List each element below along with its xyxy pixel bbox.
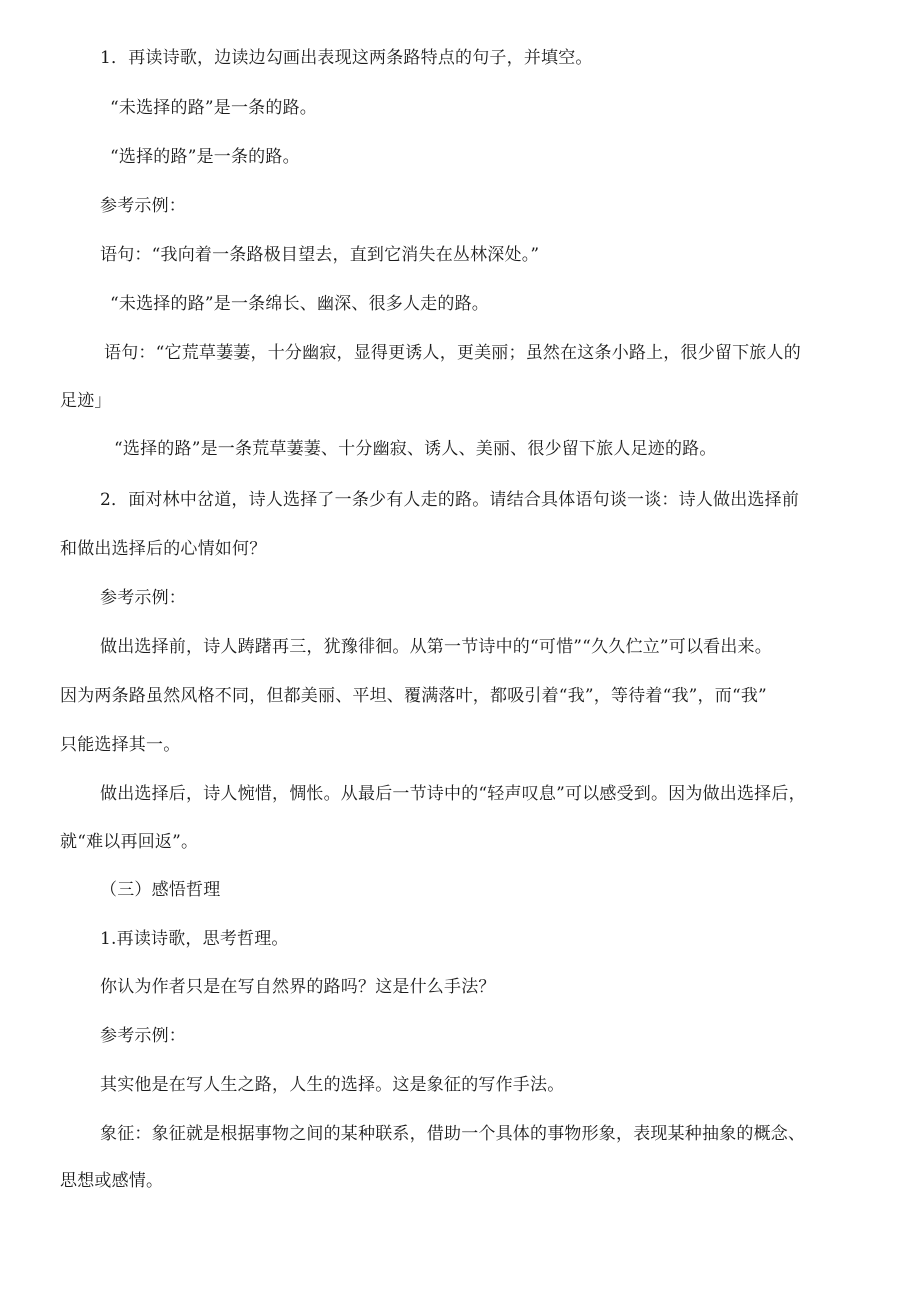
question-1-reference-label: 参考示例： [100,196,186,216]
question-2-before-line-2: 因为两条路虽然风格不同，但都美丽、平坦、覆满落叶，都吸引着“我”，等待着“我”，而“我” [60,686,767,706]
question-1-sentence-1: 语句：“我向着一条路极目望去，直到它消失在丛林深处。” [100,245,540,265]
question-2-reference-label: 参考示例： [100,588,186,608]
question-2-prompt-line-1: 2．面对林中岔道，诗人选择了一条少有人走的路。请结合具体语句谈一谈：诗人做出选择前 [100,490,800,510]
question-1-blank-unchosen-road: “未选择的路”是一条的路。 [110,98,317,118]
question-2-after-line-2: 就“难以再回返”。 [60,832,199,852]
section-3-item-1: 1.再读诗歌，思考哲理。 [100,929,289,949]
question-1-sentence-2-line-2: 足迹」 [60,391,112,411]
question-2-before-line-1: 做出选择前，诗人踌躇再三，犹豫徘徊。从第一节诗中的“可惜”“久久伫立”可以看出来。 [100,637,772,657]
section-3-question: 你认为作者只是在写自然界的路吗？这是什么手法？ [100,977,496,997]
section-3-heading: （三）感悟哲理 [100,880,221,900]
question-1-blank-chosen-road: “选择的路”是一条的路。 [110,147,300,167]
question-1-answer-1: “未选择的路”是一条绵长、幽深、很多人走的路。 [110,294,489,314]
question-2-prompt-line-2: 和做出选择后的心情如何？ [60,539,267,559]
section-3-definition-line-2: 思想或感情。 [60,1171,164,1191]
section-3-definition-line-1: 象征：象征就是根据事物之间的某种联系，借助一个具体的事物形象，表现某种抽象的概念、 [100,1124,806,1144]
question-1-answer-2: “选择的路”是一条荒草萋萋、十分幽寂、诱人、美丽、很少留下旅人足迹的路。 [114,439,717,459]
question-2-after-line-1: 做出选择后，诗人惋惜，惆怅。从最后一节诗中的“轻声叹息”可以感受到。因为做出选择后， [100,784,806,804]
question-1-sentence-2-line-1: 语句：“它荒草萋萋，十分幽寂，显得更诱人，更美丽；虽然在这条小路上，很少留下旅人的 [104,343,801,363]
section-3-answer: 其实他是在写人生之路，人生的选择。这是象征的写作手法。 [100,1075,565,1095]
question-2-before-line-3: 只能选择其一。 [60,735,181,755]
question-1-prompt: 1．再读诗歌，边读边勾画出表现这两条路特点的句子，并填空。 [100,48,593,68]
section-3-reference-label: 参考示例： [100,1026,186,1046]
